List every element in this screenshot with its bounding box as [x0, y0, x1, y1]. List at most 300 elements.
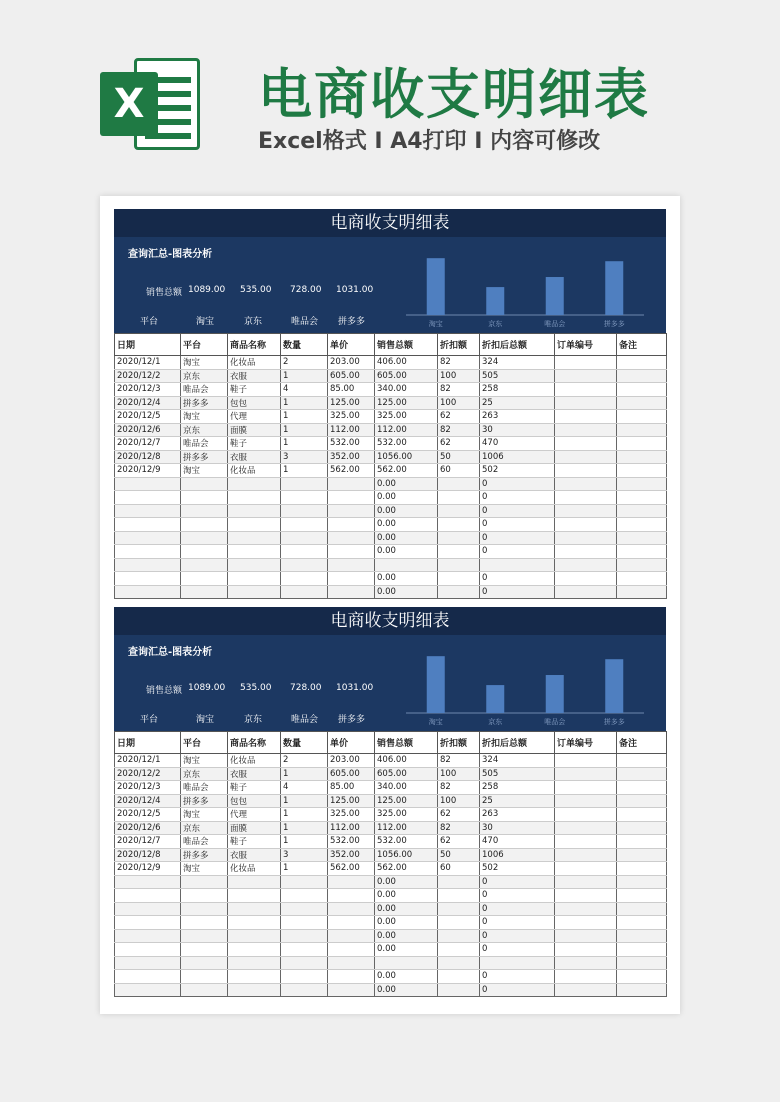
cell-date[interactable]: 2020/12/5	[115, 410, 181, 424]
cell-product[interactable]: 化妆品	[228, 862, 281, 876]
cell-quantity[interactable]: 4	[281, 383, 328, 397]
cell-remark[interactable]	[617, 356, 667, 370]
cell-date[interactable]	[115, 889, 181, 903]
cell-discount[interactable]: 82	[438, 356, 480, 370]
cell-net-total[interactable]: 0	[480, 970, 555, 984]
cell-net-total[interactable]: 324	[480, 356, 555, 370]
cell-quantity[interactable]	[281, 902, 328, 916]
cell-sales-total[interactable]: 0.00	[375, 585, 438, 599]
cell-remark[interactable]	[617, 558, 667, 572]
cell-discount[interactable]: 82	[438, 383, 480, 397]
cell-remark[interactable]	[617, 504, 667, 518]
cell-quantity[interactable]: 1	[281, 410, 328, 424]
cell-product[interactable]	[228, 545, 281, 559]
cell-product[interactable]	[228, 889, 281, 903]
cell-net-total[interactable]	[480, 558, 555, 572]
cell-date[interactable]: 2020/12/3	[115, 383, 181, 397]
cell-sales-total[interactable]: 562.00	[375, 862, 438, 876]
cell-product[interactable]	[228, 970, 281, 984]
cell-discount[interactable]: 82	[438, 821, 480, 835]
cell-discount[interactable]: 62	[438, 835, 480, 849]
cell-quantity[interactable]	[281, 558, 328, 572]
cell-discount[interactable]: 82	[438, 423, 480, 437]
cell-quantity[interactable]: 1	[281, 437, 328, 451]
cell-order-id[interactable]	[555, 781, 617, 795]
cell-sales-total[interactable]: 0.00	[375, 929, 438, 943]
cell-unit-price[interactable]: 532.00	[328, 437, 375, 451]
cell-date[interactable]	[115, 518, 181, 532]
cell-sales-total[interactable]: 605.00	[375, 369, 438, 383]
cell-product[interactable]: 化妆品	[228, 464, 281, 478]
cell-unit-price[interactable]: 125.00	[328, 794, 375, 808]
cell-platform[interactable]	[181, 983, 228, 997]
cell-product[interactable]: 衣服	[228, 450, 281, 464]
cell-sales-total[interactable]: 0.00	[375, 983, 438, 997]
cell-platform[interactable]: 淘宝	[181, 464, 228, 478]
cell-discount[interactable]: 62	[438, 437, 480, 451]
cell-quantity[interactable]	[281, 970, 328, 984]
cell-discount[interactable]: 62	[438, 410, 480, 424]
cell-quantity[interactable]: 1	[281, 369, 328, 383]
cell-sales-total[interactable]: 112.00	[375, 423, 438, 437]
cell-date[interactable]	[115, 875, 181, 889]
cell-discount[interactable]: 82	[438, 754, 480, 768]
cell-platform[interactable]	[181, 902, 228, 916]
cell-platform[interactable]: 拼多多	[181, 396, 228, 410]
cell-date[interactable]: 2020/12/6	[115, 423, 181, 437]
cell-product[interactable]: 衣服	[228, 369, 281, 383]
cell-remark[interactable]	[617, 464, 667, 478]
cell-sales-total[interactable]: 112.00	[375, 821, 438, 835]
cell-unit-price[interactable]: 562.00	[328, 862, 375, 876]
cell-remark[interactable]	[617, 437, 667, 451]
cell-order-id[interactable]	[555, 504, 617, 518]
cell-product[interactable]	[228, 943, 281, 957]
cell-date[interactable]: 2020/12/4	[115, 396, 181, 410]
cell-platform[interactable]: 京东	[181, 767, 228, 781]
cell-quantity[interactable]: 1	[281, 821, 328, 835]
cell-discount[interactable]	[438, 889, 480, 903]
cell-order-id[interactable]	[555, 943, 617, 957]
cell-net-total[interactable]: 470	[480, 437, 555, 451]
cell-unit-price[interactable]: 532.00	[328, 835, 375, 849]
cell-sales-total[interactable]	[375, 956, 438, 970]
cell-quantity[interactable]: 1	[281, 423, 328, 437]
cell-order-id[interactable]	[555, 450, 617, 464]
cell-quantity[interactable]	[281, 889, 328, 903]
cell-order-id[interactable]	[555, 835, 617, 849]
cell-discount[interactable]	[438, 572, 480, 586]
cell-sales-total[interactable]: 0.00	[375, 504, 438, 518]
cell-order-id[interactable]	[555, 572, 617, 586]
cell-quantity[interactable]	[281, 956, 328, 970]
cell-product[interactable]	[228, 518, 281, 532]
cell-date[interactable]: 2020/12/8	[115, 848, 181, 862]
cell-quantity[interactable]: 3	[281, 848, 328, 862]
cell-sales-total[interactable]: 0.00	[375, 889, 438, 903]
cell-net-total[interactable]: 25	[480, 794, 555, 808]
cell-quantity[interactable]: 1	[281, 767, 328, 781]
cell-discount[interactable]: 60	[438, 464, 480, 478]
cell-product[interactable]: 鞋子	[228, 835, 281, 849]
cell-product[interactable]	[228, 956, 281, 970]
cell-date[interactable]: 2020/12/3	[115, 781, 181, 795]
cell-product[interactable]	[228, 983, 281, 997]
cell-platform[interactable]: 唯品会	[181, 781, 228, 795]
cell-order-id[interactable]	[555, 410, 617, 424]
cell-discount[interactable]	[438, 956, 480, 970]
cell-quantity[interactable]	[281, 545, 328, 559]
cell-product[interactable]	[228, 558, 281, 572]
cell-discount[interactable]	[438, 970, 480, 984]
cell-sales-total[interactable]: 0.00	[375, 970, 438, 984]
cell-date[interactable]	[115, 477, 181, 491]
cell-platform[interactable]	[181, 504, 228, 518]
cell-remark[interactable]	[617, 585, 667, 599]
cell-platform[interactable]	[181, 929, 228, 943]
cell-platform[interactable]: 唯品会	[181, 437, 228, 451]
cell-remark[interactable]	[617, 821, 667, 835]
cell-date[interactable]: 2020/12/2	[115, 369, 181, 383]
cell-discount[interactable]: 50	[438, 848, 480, 862]
cell-remark[interactable]	[617, 889, 667, 903]
cell-unit-price[interactable]	[328, 572, 375, 586]
cell-discount[interactable]	[438, 545, 480, 559]
cell-sales-total[interactable]: 340.00	[375, 781, 438, 795]
cell-order-id[interactable]	[555, 794, 617, 808]
cell-date[interactable]: 2020/12/1	[115, 356, 181, 370]
cell-discount[interactable]	[438, 916, 480, 930]
cell-order-id[interactable]	[555, 983, 617, 997]
cell-remark[interactable]	[617, 808, 667, 822]
cell-net-total[interactable]: 0	[480, 491, 555, 505]
cell-product[interactable]: 化妆品	[228, 356, 281, 370]
cell-quantity[interactable]	[281, 491, 328, 505]
cell-unit-price[interactable]: 562.00	[328, 464, 375, 478]
cell-unit-price[interactable]	[328, 983, 375, 997]
cell-date[interactable]: 2020/12/9	[115, 464, 181, 478]
cell-quantity[interactable]: 1	[281, 794, 328, 808]
cell-unit-price[interactable]	[328, 531, 375, 545]
cell-order-id[interactable]	[555, 437, 617, 451]
cell-platform[interactable]: 淘宝	[181, 808, 228, 822]
cell-sales-total[interactable]: 0.00	[375, 916, 438, 930]
cell-discount[interactable]: 100	[438, 767, 480, 781]
cell-sales-total[interactable]: 1056.00	[375, 848, 438, 862]
cell-order-id[interactable]	[555, 477, 617, 491]
cell-quantity[interactable]	[281, 929, 328, 943]
cell-order-id[interactable]	[555, 558, 617, 572]
cell-sales-total[interactable]: 0.00	[375, 943, 438, 957]
cell-discount[interactable]	[438, 983, 480, 997]
cell-unit-price[interactable]: 85.00	[328, 383, 375, 397]
cell-discount[interactable]: 100	[438, 794, 480, 808]
cell-remark[interactable]	[617, 477, 667, 491]
cell-net-total[interactable]: 0	[480, 889, 555, 903]
cell-product[interactable]	[228, 477, 281, 491]
cell-date[interactable]	[115, 956, 181, 970]
cell-order-id[interactable]	[555, 531, 617, 545]
cell-platform[interactable]	[181, 558, 228, 572]
cell-product[interactable]: 化妆品	[228, 754, 281, 768]
cell-platform[interactable]: 淘宝	[181, 356, 228, 370]
cell-platform[interactable]: 京东	[181, 369, 228, 383]
cell-remark[interactable]	[617, 383, 667, 397]
cell-quantity[interactable]	[281, 916, 328, 930]
cell-unit-price[interactable]: 203.00	[328, 754, 375, 768]
cell-quantity[interactable]: 1	[281, 396, 328, 410]
cell-quantity[interactable]	[281, 531, 328, 545]
cell-discount[interactable]	[438, 477, 480, 491]
cell-unit-price[interactable]: 325.00	[328, 808, 375, 822]
cell-platform[interactable]	[181, 518, 228, 532]
cell-unit-price[interactable]: 85.00	[328, 781, 375, 795]
cell-unit-price[interactable]	[328, 875, 375, 889]
cell-net-total[interactable]: 502	[480, 464, 555, 478]
cell-net-total[interactable]: 0	[480, 531, 555, 545]
cell-sales-total[interactable]: 1056.00	[375, 450, 438, 464]
cell-platform[interactable]: 拼多多	[181, 450, 228, 464]
cell-unit-price[interactable]: 325.00	[328, 410, 375, 424]
cell-platform[interactable]: 京东	[181, 423, 228, 437]
cell-quantity[interactable]	[281, 572, 328, 586]
cell-platform[interactable]: 淘宝	[181, 754, 228, 768]
cell-order-id[interactable]	[555, 970, 617, 984]
cell-quantity[interactable]: 4	[281, 781, 328, 795]
cell-platform[interactable]	[181, 545, 228, 559]
cell-quantity[interactable]: 3	[281, 450, 328, 464]
cell-platform[interactable]	[181, 943, 228, 957]
cell-discount[interactable]	[438, 531, 480, 545]
cell-remark[interactable]	[617, 754, 667, 768]
cell-remark[interactable]	[617, 572, 667, 586]
cell-order-id[interactable]	[555, 862, 617, 876]
cell-unit-price[interactable]: 605.00	[328, 767, 375, 781]
cell-sales-total[interactable]: 0.00	[375, 518, 438, 532]
cell-product[interactable]: 代理	[228, 808, 281, 822]
cell-unit-price[interactable]: 605.00	[328, 369, 375, 383]
cell-unit-price[interactable]	[328, 477, 375, 491]
cell-product[interactable]	[228, 902, 281, 916]
cell-date[interactable]: 2020/12/6	[115, 821, 181, 835]
cell-remark[interactable]	[617, 943, 667, 957]
cell-product[interactable]	[228, 504, 281, 518]
cell-net-total[interactable]: 0	[480, 875, 555, 889]
cell-net-total[interactable]: 0	[480, 983, 555, 997]
cell-date[interactable]: 2020/12/5	[115, 808, 181, 822]
cell-remark[interactable]	[617, 794, 667, 808]
cell-quantity[interactable]: 1	[281, 808, 328, 822]
cell-product[interactable]	[228, 491, 281, 505]
cell-date[interactable]	[115, 943, 181, 957]
cell-product[interactable]	[228, 531, 281, 545]
cell-platform[interactable]: 淘宝	[181, 862, 228, 876]
cell-platform[interactable]	[181, 970, 228, 984]
cell-quantity[interactable]: 2	[281, 754, 328, 768]
cell-unit-price[interactable]	[328, 902, 375, 916]
cell-net-total[interactable]: 263	[480, 410, 555, 424]
cell-quantity[interactable]	[281, 504, 328, 518]
cell-sales-total[interactable]: 0.00	[375, 531, 438, 545]
cell-quantity[interactable]	[281, 477, 328, 491]
cell-date[interactable]: 2020/12/8	[115, 450, 181, 464]
cell-date[interactable]	[115, 531, 181, 545]
cell-order-id[interactable]	[555, 808, 617, 822]
cell-discount[interactable]	[438, 929, 480, 943]
cell-quantity[interactable]: 1	[281, 835, 328, 849]
cell-product[interactable]: 包包	[228, 396, 281, 410]
cell-net-total[interactable]: 505	[480, 369, 555, 383]
cell-remark[interactable]	[617, 767, 667, 781]
cell-net-total[interactable]: 502	[480, 862, 555, 876]
cell-sales-total[interactable]: 0.00	[375, 572, 438, 586]
cell-discount[interactable]	[438, 491, 480, 505]
cell-order-id[interactable]	[555, 396, 617, 410]
cell-discount[interactable]	[438, 902, 480, 916]
cell-quantity[interactable]	[281, 585, 328, 599]
cell-order-id[interactable]	[555, 956, 617, 970]
cell-remark[interactable]	[617, 369, 667, 383]
cell-platform[interactable]	[181, 531, 228, 545]
cell-net-total[interactable]: 0	[480, 585, 555, 599]
cell-unit-price[interactable]	[328, 585, 375, 599]
cell-remark[interactable]	[617, 518, 667, 532]
cell-sales-total[interactable]: 125.00	[375, 794, 438, 808]
cell-net-total[interactable]: 0	[480, 504, 555, 518]
cell-remark[interactable]	[617, 781, 667, 795]
cell-net-total[interactable]: 0	[480, 916, 555, 930]
cell-product[interactable]: 鞋子	[228, 383, 281, 397]
cell-remark[interactable]	[617, 929, 667, 943]
cell-date[interactable]	[115, 572, 181, 586]
cell-net-total[interactable]	[480, 956, 555, 970]
cell-order-id[interactable]	[555, 848, 617, 862]
cell-discount[interactable]: 50	[438, 450, 480, 464]
cell-order-id[interactable]	[555, 464, 617, 478]
cell-remark[interactable]	[617, 848, 667, 862]
cell-order-id[interactable]	[555, 383, 617, 397]
cell-product[interactable]: 鞋子	[228, 437, 281, 451]
cell-discount[interactable]: 82	[438, 781, 480, 795]
cell-platform[interactable]	[181, 477, 228, 491]
cell-date[interactable]	[115, 929, 181, 943]
cell-remark[interactable]	[617, 956, 667, 970]
cell-remark[interactable]	[617, 531, 667, 545]
cell-order-id[interactable]	[555, 767, 617, 781]
cell-unit-price[interactable]	[328, 929, 375, 943]
cell-date[interactable]	[115, 545, 181, 559]
cell-order-id[interactable]	[555, 821, 617, 835]
cell-date[interactable]: 2020/12/1	[115, 754, 181, 768]
cell-order-id[interactable]	[555, 545, 617, 559]
cell-discount[interactable]	[438, 518, 480, 532]
cell-sales-total[interactable]: 562.00	[375, 464, 438, 478]
cell-net-total[interactable]: 30	[480, 821, 555, 835]
cell-order-id[interactable]	[555, 518, 617, 532]
cell-remark[interactable]	[617, 410, 667, 424]
cell-discount[interactable]: 60	[438, 862, 480, 876]
cell-net-total[interactable]: 1006	[480, 848, 555, 862]
cell-sales-total[interactable]: 406.00	[375, 754, 438, 768]
cell-unit-price[interactable]: 352.00	[328, 848, 375, 862]
cell-sales-total[interactable]: 0.00	[375, 902, 438, 916]
cell-discount[interactable]	[438, 585, 480, 599]
cell-unit-price[interactable]	[328, 558, 375, 572]
cell-product[interactable]: 面膜	[228, 423, 281, 437]
cell-product[interactable]: 面膜	[228, 821, 281, 835]
cell-platform[interactable]	[181, 585, 228, 599]
cell-product[interactable]: 衣服	[228, 767, 281, 781]
cell-remark[interactable]	[617, 396, 667, 410]
cell-platform[interactable]	[181, 889, 228, 903]
cell-remark[interactable]	[617, 970, 667, 984]
cell-order-id[interactable]	[555, 916, 617, 930]
cell-remark[interactable]	[617, 916, 667, 930]
cell-quantity[interactable]	[281, 983, 328, 997]
cell-sales-total[interactable]: 0.00	[375, 545, 438, 559]
cell-net-total[interactable]: 0	[480, 929, 555, 943]
cell-product[interactable]: 代理	[228, 410, 281, 424]
cell-product[interactable]	[228, 572, 281, 586]
cell-sales-total[interactable]: 340.00	[375, 383, 438, 397]
cell-product[interactable]	[228, 585, 281, 599]
cell-discount[interactable]	[438, 943, 480, 957]
cell-net-total[interactable]: 0	[480, 943, 555, 957]
cell-date[interactable]	[115, 916, 181, 930]
cell-net-total[interactable]: 30	[480, 423, 555, 437]
cell-sales-total[interactable]: 0.00	[375, 491, 438, 505]
cell-date[interactable]: 2020/12/7	[115, 437, 181, 451]
cell-order-id[interactable]	[555, 929, 617, 943]
cell-quantity[interactable]	[281, 943, 328, 957]
cell-date[interactable]: 2020/12/9	[115, 862, 181, 876]
cell-platform[interactable]	[181, 491, 228, 505]
cell-remark[interactable]	[617, 450, 667, 464]
cell-remark[interactable]	[617, 835, 667, 849]
cell-date[interactable]	[115, 983, 181, 997]
cell-date[interactable]	[115, 558, 181, 572]
cell-unit-price[interactable]	[328, 956, 375, 970]
cell-net-total[interactable]: 1006	[480, 450, 555, 464]
cell-discount[interactable]: 100	[438, 369, 480, 383]
cell-quantity[interactable]: 2	[281, 356, 328, 370]
cell-order-id[interactable]	[555, 875, 617, 889]
cell-net-total[interactable]: 0	[480, 572, 555, 586]
cell-date[interactable]: 2020/12/4	[115, 794, 181, 808]
cell-net-total[interactable]: 258	[480, 781, 555, 795]
cell-quantity[interactable]: 1	[281, 862, 328, 876]
cell-unit-price[interactable]	[328, 943, 375, 957]
cell-discount[interactable]	[438, 875, 480, 889]
cell-product[interactable]: 鞋子	[228, 781, 281, 795]
cell-net-total[interactable]: 324	[480, 754, 555, 768]
cell-net-total[interactable]: 0	[480, 902, 555, 916]
cell-platform[interactable]: 唯品会	[181, 835, 228, 849]
cell-sales-total[interactable]: 532.00	[375, 437, 438, 451]
cell-order-id[interactable]	[555, 902, 617, 916]
cell-platform[interactable]: 淘宝	[181, 410, 228, 424]
cell-remark[interactable]	[617, 862, 667, 876]
cell-unit-price[interactable]	[328, 916, 375, 930]
cell-product[interactable]	[228, 875, 281, 889]
cell-unit-price[interactable]	[328, 545, 375, 559]
cell-remark[interactable]	[617, 545, 667, 559]
cell-discount[interactable]	[438, 504, 480, 518]
cell-unit-price[interactable]: 125.00	[328, 396, 375, 410]
cell-platform[interactable]: 京东	[181, 821, 228, 835]
cell-net-total[interactable]: 505	[480, 767, 555, 781]
cell-remark[interactable]	[617, 902, 667, 916]
